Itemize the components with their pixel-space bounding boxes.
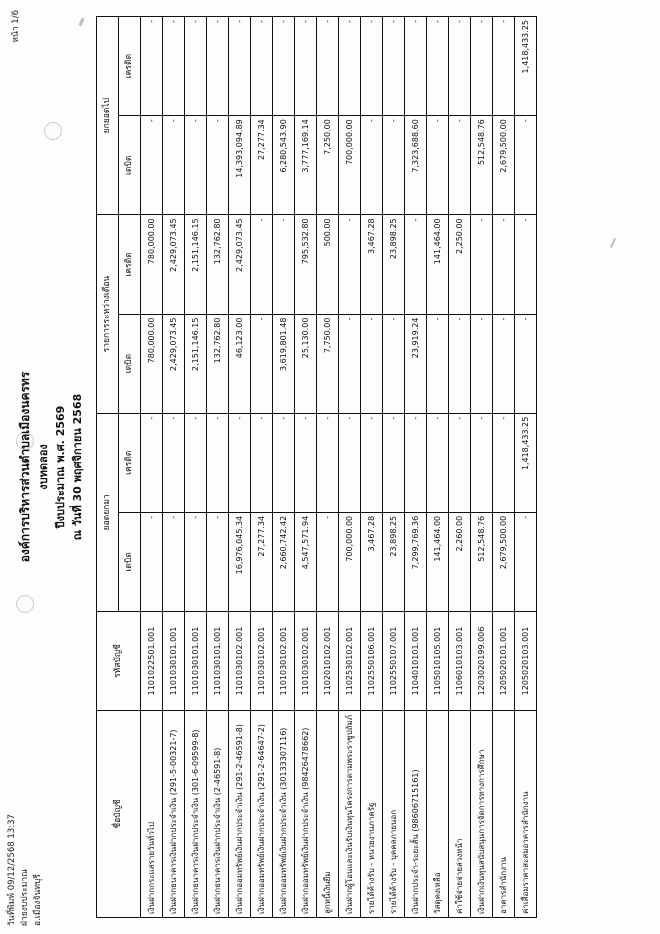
- cell-closing-credit: -: [295, 17, 317, 116]
- cell-closing-credit: -: [229, 17, 251, 116]
- cell-opening-debit: 27,277.34: [251, 512, 273, 611]
- table-row: [251, 17, 273, 918]
- table-row: [339, 17, 361, 918]
- cell-opening-debit: 2,260.00: [449, 512, 471, 611]
- cell-opening-debit: 23,898.25: [383, 512, 405, 611]
- cell-closing-credit: -: [251, 17, 273, 116]
- cell-closing-credit: -: [163, 17, 185, 116]
- cell-closing-debit: 700,000.00: [339, 116, 361, 215]
- cell-account-name: เงินฝากประจำ-ระยะสั้น (98606715161): [405, 711, 427, 918]
- cell-closing-debit: -: [383, 116, 405, 215]
- table-row: [163, 17, 185, 918]
- col-closing-credit: เครดิต: [119, 17, 141, 116]
- cell-opening-credit: 1,418,433.25: [515, 413, 537, 512]
- cell-opening-debit: -: [163, 512, 185, 611]
- cell-period-debit: 23,919.24: [405, 314, 427, 413]
- cell-opening-credit: -: [163, 413, 185, 512]
- cell-opening-credit: -: [427, 413, 449, 512]
- col-closing-debit: เดบิต: [119, 116, 141, 215]
- cell-account-code: 1101030102.001: [229, 612, 251, 711]
- cell-opening-debit: 7,299,769.36: [405, 512, 427, 611]
- table-row: [317, 17, 339, 918]
- cell-opening-debit: 512,548.76: [471, 512, 493, 611]
- cell-account-code: 1101030101.001: [207, 612, 229, 711]
- as-of-date: ณ วันที่ 30 พฤศจิกายน 2568: [70, 393, 84, 541]
- cell-opening-credit: -: [449, 413, 471, 512]
- cell-period-credit: 2,250.00: [449, 215, 471, 314]
- cell-closing-debit: -: [449, 116, 471, 215]
- col-group-period: รายการระหว่างเดือน: [97, 215, 119, 413]
- cell-period-credit: -: [339, 215, 361, 314]
- office-line: อ.เมืองจันทบุรี: [32, 874, 43, 926]
- cell-account-name: เงินฝากธนาคารเงินฝากประจำเงิน (301-6-09599-8): [185, 711, 207, 918]
- cell-period-debit: 780,000.00: [141, 314, 163, 413]
- cell-period-debit: 3,619,801.48: [273, 314, 295, 413]
- cell-closing-debit: -: [361, 116, 383, 215]
- cell-opening-credit: -: [383, 413, 405, 512]
- col-group-closing: ยกยอดไป: [97, 17, 119, 215]
- cell-closing-credit: 1,418,433.25: [515, 17, 537, 116]
- cell-period-credit: 141,464.00: [427, 215, 449, 314]
- cell-period-debit: 2,151,146.15: [185, 314, 207, 413]
- cell-account-name: รายได้ค้างรับ - หนวยงานภาครัฐ: [361, 711, 383, 918]
- cell-period-debit: 2,429,073.45: [163, 314, 185, 413]
- cell-closing-credit: -: [405, 17, 427, 116]
- cell-account-code: 1102550107.001: [383, 612, 405, 711]
- table-row: [427, 17, 449, 918]
- cell-opening-credit: -: [207, 413, 229, 512]
- cell-opening-debit: -: [515, 512, 537, 611]
- cell-period-debit: -: [471, 314, 493, 413]
- col-opening-credit: เครดิต: [119, 413, 141, 512]
- table-row: [185, 17, 207, 918]
- col-account-code: รหัสบัญชี: [97, 612, 141, 711]
- cell-period-credit: -: [251, 215, 273, 314]
- cell-opening-debit: -: [185, 512, 207, 611]
- cell-period-credit: -: [493, 215, 515, 314]
- cell-opening-credit: -: [361, 413, 383, 512]
- cell-account-name: เงินฝากกระแสรายวันทั่วไป: [141, 711, 163, 918]
- cell-closing-debit: 512,548.76: [471, 116, 493, 215]
- cell-period-credit: 23,898.25: [383, 215, 405, 314]
- col-period-credit: เครดิต: [119, 215, 141, 314]
- cell-period-credit: -: [273, 215, 295, 314]
- cell-opening-debit: 16,976,045.34: [229, 512, 251, 611]
- cell-account-name: เงินฝากเงินทุนสนับสนุนการจัดการทางการศึกษา: [471, 711, 493, 918]
- cell-closing-debit: 27,277.34: [251, 116, 273, 215]
- table-row: [383, 17, 405, 918]
- cell-closing-credit: -: [273, 17, 295, 116]
- cell-closing-debit: 14,393,094.89: [229, 116, 251, 215]
- table-body: [141, 17, 537, 918]
- cell-account-code: 1102550106.001: [361, 612, 383, 711]
- cell-period-debit: 46,123.00: [229, 314, 251, 413]
- trial-balance-table: [96, 16, 537, 918]
- cell-period-debit: -: [427, 314, 449, 413]
- cell-period-debit: -: [383, 314, 405, 413]
- cell-opening-debit: 2,679,500.00: [493, 512, 515, 611]
- table-row: [361, 17, 383, 918]
- cell-period-debit: -: [515, 314, 537, 413]
- cell-period-credit: 795,532.80: [295, 215, 317, 314]
- cell-account-name: เงินฝากออมทรัพย์เงินฝากประจำเงิน (291-2-64647-2): [251, 711, 273, 918]
- cell-closing-credit: -: [449, 17, 471, 116]
- cell-account-name: เงินฝากออมทรัพย์เงินฝากประจำเงิน (291-2-46591-8): [229, 711, 251, 918]
- cell-closing-credit: -: [361, 17, 383, 116]
- cell-closing-debit: -: [141, 116, 163, 215]
- cell-closing-debit: 7,250.00: [317, 116, 339, 215]
- cell-closing-credit: -: [383, 17, 405, 116]
- col-group-opening: ยอดยกมา: [97, 413, 119, 611]
- cell-closing-debit: 6,280,543.90: [273, 116, 295, 215]
- table-row: [295, 17, 317, 918]
- cell-account-code: 1101022501.001: [141, 612, 163, 711]
- cell-period-debit: 7,750.00: [317, 314, 339, 413]
- table-row: [449, 17, 471, 918]
- cell-closing-debit: 2,679,500.00: [493, 116, 515, 215]
- cell-account-name: เงินฝากผู้โอนและเงินรับเงินทุนโครงการตามพระราชูปถัมภ์: [339, 711, 361, 918]
- cell-period-credit: -: [405, 215, 427, 314]
- cell-account-code: 1106010103.001: [449, 612, 471, 711]
- cell-account-code: 1203020199.006: [471, 612, 493, 711]
- cell-period-credit: 2,429,073.45: [163, 215, 185, 314]
- table-header-group-row: [97, 17, 119, 918]
- col-period-debit: เดบิต: [119, 314, 141, 413]
- table-row: [471, 17, 493, 918]
- cell-account-code: 1101030102.001: [273, 612, 295, 711]
- cell-account-code: 1205020101.001: [493, 612, 515, 711]
- cell-opening-debit: 4,547,571.94: [295, 512, 317, 611]
- cell-closing-debit: -: [163, 116, 185, 215]
- cell-closing-credit: -: [317, 17, 339, 116]
- print-timestamp: วันที่พิมพ์ 09/12/2568 13:37: [7, 814, 17, 926]
- cell-account-code: 1102010102.001: [317, 612, 339, 711]
- cell-account-code: 1101030102.001: [251, 612, 273, 711]
- cell-opening-credit: -: [141, 413, 163, 512]
- cell-closing-credit: -: [141, 17, 163, 116]
- cell-closing-credit: -: [471, 17, 493, 116]
- report-title-block: [16, 0, 86, 934]
- cell-account-code: 1101030101.001: [163, 612, 185, 711]
- cell-period-debit: -: [361, 314, 383, 413]
- col-opening-debit: เดบิต: [119, 512, 141, 611]
- cell-period-credit: 2,429,073.45: [229, 215, 251, 314]
- cell-account-name: เงินฝากธนาคารเงินฝากประจำเงิน (291-5-00321-7): [163, 711, 185, 918]
- cell-period-credit: 2,151,146.15: [185, 215, 207, 314]
- cell-period-debit: 25,130.00: [295, 314, 317, 413]
- cell-period-debit: -: [251, 314, 273, 413]
- cell-opening-debit: -: [207, 512, 229, 611]
- cell-opening-debit: -: [317, 512, 339, 611]
- cell-period-debit: -: [493, 314, 515, 413]
- report-name: งบทดลอง: [36, 444, 50, 490]
- cell-period-credit: -: [515, 215, 537, 314]
- cell-closing-debit: -: [515, 116, 537, 215]
- cell-opening-debit: 700,000.00: [339, 512, 361, 611]
- cell-period-debit: -: [449, 314, 471, 413]
- page-number: หน้า 1/6: [11, 10, 21, 43]
- cell-opening-credit: -: [317, 413, 339, 512]
- cell-closing-debit: -: [207, 116, 229, 215]
- table-row: [405, 17, 427, 918]
- cell-opening-credit: -: [273, 413, 295, 512]
- cell-closing-debit: 3,777,169.14: [295, 116, 317, 215]
- cell-account-code: 1101030102.001: [295, 612, 317, 711]
- cell-closing-credit: -: [207, 17, 229, 116]
- cell-period-debit: 132,762.80: [207, 314, 229, 413]
- table-row: [229, 17, 251, 918]
- cell-opening-credit: -: [185, 413, 207, 512]
- cell-account-name: เงินฝากออมทรัพย์เงินฝากประจำเงิน (30133307116): [273, 711, 295, 918]
- department-line: ฝ่ายงบประมาณ: [19, 868, 30, 926]
- cell-opening-debit: 141,464.00: [427, 512, 449, 611]
- cell-period-credit: -: [471, 215, 493, 314]
- cell-opening-debit: -: [141, 512, 163, 611]
- cell-account-name: วัสดุคงเหลือ: [427, 711, 449, 918]
- col-account-name: ชื่อบัญชี: [97, 711, 141, 918]
- cell-opening-credit: -: [339, 413, 361, 512]
- cell-account-name: อาคารสำนักงาน: [493, 711, 515, 918]
- cell-account-name: เงินฝากออมทรัพย์เงินฝากประจำเงิน (98426478662): [295, 711, 317, 918]
- cell-period-credit: 500.00: [317, 215, 339, 314]
- cell-opening-credit: -: [251, 413, 273, 512]
- org-name: องค์การบริหารส่วนตำบลเมืองนครทร: [18, 371, 32, 563]
- table-row: [141, 17, 163, 918]
- cell-closing-debit: -: [185, 116, 207, 215]
- cell-period-credit: 132,762.80: [207, 215, 229, 314]
- cell-period-credit: 780,000.00: [141, 215, 163, 314]
- cell-closing-credit: -: [185, 17, 207, 116]
- cell-opening-credit: -: [295, 413, 317, 512]
- cell-opening-debit: 3,467.28: [361, 512, 383, 611]
- table-row: [493, 17, 515, 918]
- cell-account-name: ลูกหนี้เงินยืม: [317, 711, 339, 918]
- cell-account-name: ค่าเสื่อมราคาสะสมอาคารสำนักงาน: [515, 711, 537, 918]
- fiscal-year: ปีงบประมาณ พ.ศ. 2569: [53, 405, 67, 529]
- cell-period-credit: 3,467.28: [361, 215, 383, 314]
- cell-account-code: 1102530102.001: [339, 612, 361, 711]
- cell-closing-credit: -: [427, 17, 449, 116]
- table-row: [273, 17, 295, 918]
- cell-account-name: เงินฝากธนาคารเงินฝากประจำเงิน (2-46591-8): [207, 711, 229, 918]
- table-row: [515, 17, 537, 918]
- cell-opening-credit: -: [471, 413, 493, 512]
- cell-account-code: 1101030101.001: [185, 612, 207, 711]
- cell-account-name: ค่าใช้จ่ายจ่ายล่วงหน้า: [449, 711, 471, 918]
- cell-opening-credit: -: [229, 413, 251, 512]
- cell-opening-debit: 2,660,742.42: [273, 512, 295, 611]
- cell-account-code: 1105010105.001: [427, 612, 449, 711]
- cell-period-debit: -: [339, 314, 361, 413]
- cell-opening-credit: -: [493, 413, 515, 512]
- cell-closing-credit: -: [339, 17, 361, 116]
- cell-account-name: รายได้ค้างรับ - บุคคลภายนอก: [383, 711, 405, 918]
- cell-opening-credit: -: [405, 413, 427, 512]
- cell-account-code: 1104010101.001: [405, 612, 427, 711]
- table-row: [207, 17, 229, 918]
- cell-closing-debit: -: [427, 116, 449, 215]
- cell-account-code: 1205020103.001: [515, 612, 537, 711]
- cell-closing-debit: 7,323,688.60: [405, 116, 427, 215]
- cell-closing-credit: -: [493, 17, 515, 116]
